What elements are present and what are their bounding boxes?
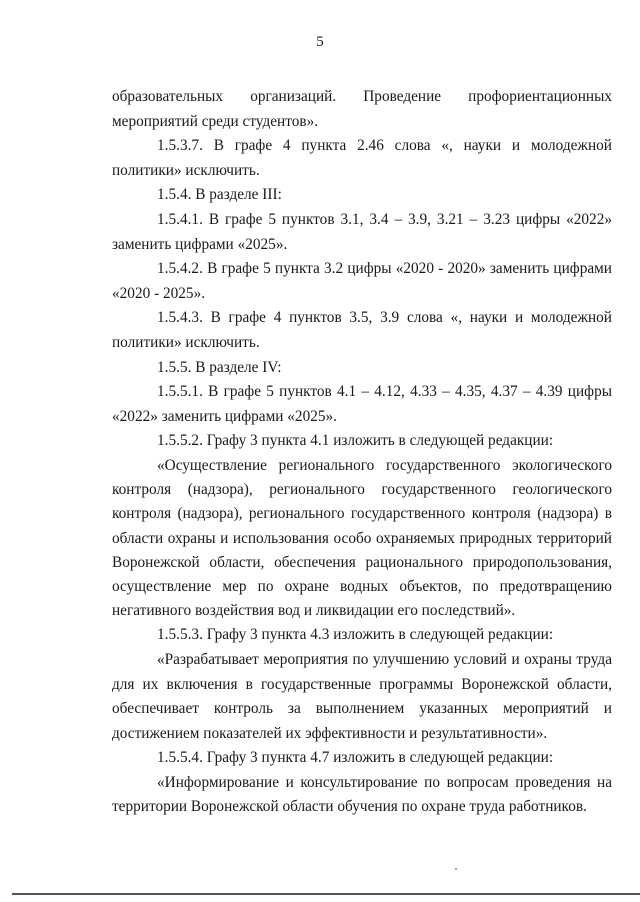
- scan-artifact-dot: [455, 868, 457, 870]
- quote-paragraph-4-7: «Информирование и консультирование по вопросам проведения на территории Воронежской области обучения по охране труда работников.: [112, 773, 612, 816]
- paragraph-1-5-3-7: 1.5.3.7. В графе 4 пункта 2.46 слова «, науки и молодежной политики» исключить.: [112, 137, 612, 179]
- paragraph-1-5-5: 1.5.5. В разделе IV:: [157, 358, 282, 376]
- paragraph-1-5-5-3: 1.5.5.3. Графу 3 пункта 4.3 изложить в следующей редакции:: [157, 626, 554, 644]
- paragraph-continuation: образовательных организаций. Проведение профориентационных мероприятий среди студентов».: [112, 88, 612, 130]
- paragraph-1-5-4-3: 1.5.4.3. В графе 4 пунктов 3.5, 3.9 слова «, науки и молодежной политики» исключить.: [112, 309, 612, 351]
- page-number: 5: [316, 34, 324, 50]
- quote-paragraph-4-3: «Разрабатывает мероприятия по улучшению условий и охраны труда для их включения в государственные программы Воронежской области, обеспечивает контроль за выполнением указанных мероприятий и достижением показателей их эффективности и результативности».: [112, 650, 612, 742]
- paragraph-1-5-5-1: 1.5.5.1. В графе 5 пунктов 4.1 – 4.12, 4.33 – 4.35, 4.37 – 4.39 цифры «2022» заменить цифрами «2025».: [112, 383, 612, 425]
- paragraph-1-5-5-2: 1.5.5.2. Графу 3 пункта 4.1 изложить в следующей редакции:: [157, 432, 554, 450]
- paragraph-1-5-4: 1.5.4. В разделе III:: [157, 186, 282, 204]
- quote-paragraph-4-1: «Осуществление регионального государственного экологического контроля (надзора), регионального государственного геологического контроля (надзора), регионального государственного контроля (надзора) в области охраны и использования особо охраняемых природных территорий Воронежской области, обеспечения рационального природопользования, осуществление мер по охране водных объектов, по предотвращению негативного воздействия вод и ликвидации его последствий».: [112, 456, 612, 620]
- paragraph-1-5-5-4: 1.5.5.4. Графу 3 пункта 4.7 изложить в следующей редакции:: [157, 749, 554, 767]
- paragraph-1-5-4-1: 1.5.4.1. В графе 5 пунктов 3.1, 3.4 – 3.9, 3.21 – 3.23 цифры «2022» заменить цифрами «2025».: [112, 210, 612, 253]
- paragraph-1-5-4-2: 1.5.4.2. В графе 5 пункта 3.2 цифры «2020 - 2020» заменить цифрами «2020 - 2025».: [112, 260, 612, 302]
- scan-edge-line: [12, 893, 640, 895]
- document-body: [112, 85, 612, 820]
